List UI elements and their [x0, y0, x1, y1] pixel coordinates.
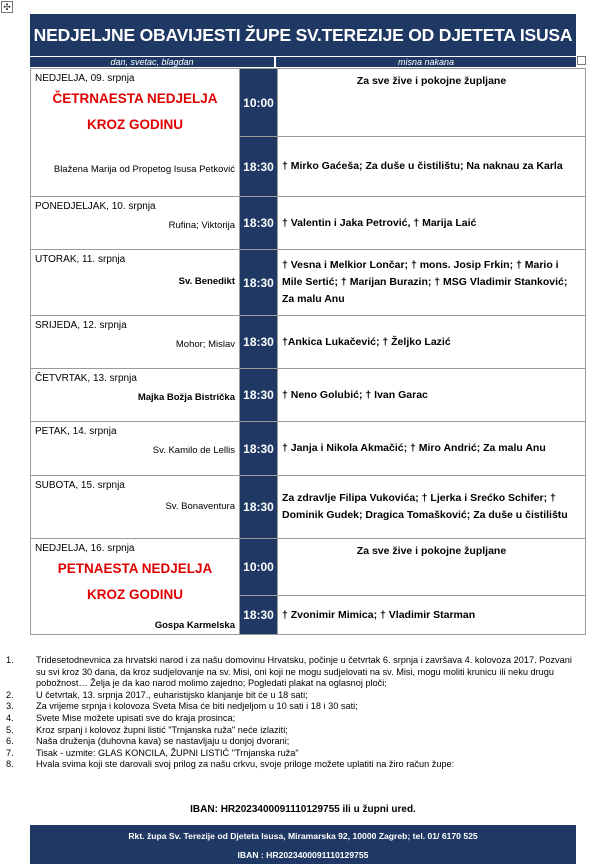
footer-address: Rkt. župa Sv. Terezije od Djeteta Isusa, Miramarska 92, 10000 Zagreb; tel. 01/ 6170 525 [128, 831, 478, 841]
day-date: PETAK, 14. srpnja [35, 426, 117, 437]
note-text: Svete Mise možete upisati sve do kraja prosinca; [36, 712, 236, 723]
day-date: SUBOTA, 15. srpnja [35, 480, 125, 491]
mass-time: 18:30 [240, 250, 278, 316]
saint-name: Sv. Bonaventura [165, 501, 235, 512]
mass-time: 18:30 [240, 422, 278, 476]
table-move-handle-icon[interactable]: ✣ [1, 1, 13, 13]
day-cell [31, 316, 240, 369]
feast-line: KROZ GODINU [87, 587, 183, 602]
table-row [31, 316, 586, 369]
day-cell [31, 422, 240, 476]
day-date: ČETVRTAK, 13. srpnja [35, 373, 137, 384]
feast-line: ČETRNAESTA NEDJELJA [52, 91, 218, 106]
list-item [6, 690, 576, 702]
mass-intention: † Valentin i Jaka Petrović, † Marija Laić [278, 197, 586, 250]
table-row [31, 197, 586, 250]
mass-time: 18:30 [240, 197, 278, 250]
table-row [31, 250, 586, 316]
note-text: U četvrtak, 13. srpnja 2017., euharistijsko klanjanje bit će u 18 sati; [36, 689, 308, 700]
note-number: 1. [6, 655, 14, 665]
mass-time: 10:00 [240, 539, 278, 596]
page-title: NEDJELJNE OBAVIJESTI ŽUPE SV.TEREZIJE OD DJETETA ISUSA [30, 14, 576, 56]
day-cell [31, 250, 240, 316]
day-date: PONEDJELJAK, 10. srpnja [35, 201, 156, 212]
note-text: Tisak - uzmite: GLAS KONCILA, ŽUPNI LISTIĆ "Trnjanska ruža" [36, 747, 299, 758]
day-date: NEDJELJA, 09. srpnja [35, 73, 135, 84]
table-resize-handle[interactable] [577, 56, 586, 65]
table-row [31, 69, 586, 137]
feast-line: KROZ GODINU [87, 117, 183, 132]
list-item [6, 701, 576, 713]
list-item [6, 713, 576, 725]
note-text: Tridesetodnevnica za hrvatski narod i za našu domovinu Hrvatsku, počinje u četvrtak 6. srpnja i završava 4. kolovoza 2017. Pozvani su svi kroz 30 dana, da kroz sudjelovanje na sv. Misi, oni koji ne mogu sudjelovati na sv. Misi, mogu moliti krunicu ili neku drugu pobožnost… Želja je da kao narod molimo zajedno; Pogledati plakat na oglasnoj ploči; [36, 655, 572, 689]
mass-time: 18:30 [240, 137, 278, 197]
list-item [6, 759, 576, 771]
table-row [31, 539, 586, 596]
day-date: NEDJELJA, 16. srpnja [35, 543, 135, 554]
saint-name: Mohor; Mislav [175, 339, 235, 350]
saint-name: Gospa Karmelska [154, 620, 235, 631]
day-date: SRIJEDA, 12. srpnja [35, 320, 127, 331]
mass-time: 18:30 [240, 476, 278, 539]
note-number: 7. [6, 747, 14, 758]
saint-name: Majka Božja Bistrička [137, 392, 235, 403]
day-cell [31, 539, 240, 635]
table-row [31, 369, 586, 422]
header-day-saint: dan, svetac, blagdan [30, 57, 274, 67]
day-cell [31, 369, 240, 422]
day-date: UTORAK, 11. srpnja [35, 254, 126, 265]
day-cell [31, 69, 240, 197]
feast-line: PETNAESTA NEDJELJA [57, 561, 213, 576]
day-cell [31, 476, 240, 539]
schedule-table [30, 68, 586, 635]
note-number: 8. [6, 759, 14, 770]
list-item [6, 725, 576, 737]
header-mass-intention: misna nakana [276, 57, 576, 67]
table-row [31, 476, 586, 539]
note-number: 2. [6, 689, 14, 700]
mass-intention: † Neno Golubić; † Ivan Garac [278, 369, 586, 422]
mass-time: 18:30 [240, 316, 278, 369]
iban-line: IBAN: HR2023400091110129755 ili u župni ured. [190, 804, 416, 815]
saint-name: Rufina; Viktorija [168, 220, 235, 231]
mass-intention: Za zdravlje Filipa Vukovića; † Ljerka i Srećko Schifer; † Dominik Gudek; Dragica Tomašković; Za duše u čistilištu [278, 476, 586, 539]
note-text: Hvala svima koji ste darovali svoj prilog za našu crkvu, svoje priloge možete uplatiti na žiro račun župe: [36, 759, 455, 770]
footer-iban: IBAN : HR2023400091110129755 [237, 850, 369, 860]
note-number: 3. [6, 701, 14, 712]
note-text: Kroz srpanj i kolovoz župni listić "Trnjanska ruža" neće izlaziti; [36, 724, 288, 735]
mass-time: 18:30 [240, 596, 278, 635]
mass-intention: † Mirko Gaćeša; Za duše u čistilištu; Na naknau za Karla [278, 137, 586, 197]
mass-intention: Za sve žive i pokojne župljane [278, 539, 586, 596]
saint-name: Sv. Benedikt [178, 276, 235, 287]
list-item [6, 655, 576, 690]
mass-intention: † Vesna i Melkior Lončar; † mons. Josip Frkin; † Mario i Mile Sertić; † Marijan Burazin; † MSG Vladimir Stanković; Za malu Anu [278, 250, 586, 316]
mass-time: 10:00 [240, 69, 278, 137]
mass-intention: †Ankica Lukačević; † Željko Lazić [278, 316, 586, 369]
note-number: 5. [6, 724, 14, 735]
saint-name: Sv. Kamilo de Lellis [152, 445, 235, 456]
note-number: 6. [6, 736, 14, 747]
mass-time: 18:30 [240, 369, 278, 422]
footer-bar [30, 825, 576, 864]
notes-list [6, 655, 576, 771]
list-item [6, 748, 576, 760]
day-cell [31, 197, 240, 250]
note-text: Naša druženja (duhovna kava) se nastavljaju u donjoj dvorani; [36, 736, 290, 747]
mass-intention: Za sve žive i pokojne župljane [278, 69, 586, 137]
list-item [6, 736, 576, 748]
note-text: Za vrijeme srpnja i kolovoza Sveta Misa će biti nedjeljom u 10 sati i 18 i 30 sati; [36, 701, 358, 712]
table-row [31, 422, 586, 476]
saint-name: Blažena Marija od Propetog Isusa Petković [53, 164, 235, 175]
mass-intention: † Janja i Nikola Akmačić; † Miro Andrić; Za malu Anu [278, 422, 586, 476]
mass-intention: † Zvonimir Mimica; † Vladimir Starman [278, 596, 586, 635]
note-number: 4. [6, 712, 14, 723]
